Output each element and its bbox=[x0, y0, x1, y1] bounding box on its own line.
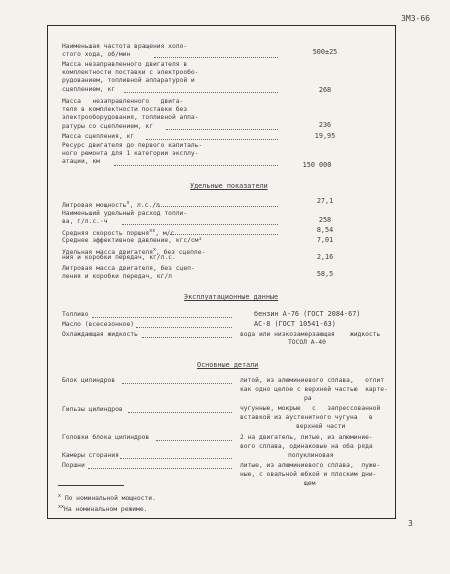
leader-dots bbox=[128, 412, 232, 413]
spec-value: 7,01 bbox=[316, 236, 334, 244]
spec-value: 2 на двигатель, литые, из алюминие- bbox=[240, 434, 373, 441]
footnote-rule bbox=[58, 485, 124, 486]
spec-value: 8,54 bbox=[316, 226, 334, 234]
spec-label-line: Литровая масса двигателя, без сцеп- bbox=[62, 265, 195, 272]
spec-label-line: стого хода, об/мин bbox=[62, 51, 131, 58]
leader-dots bbox=[146, 139, 278, 140]
leader-dots bbox=[156, 440, 232, 441]
spec-value: АС-8 (ГОСТ 10541-63) bbox=[254, 320, 336, 328]
spec-label-line: Масса незаправленного двигателя в bbox=[62, 61, 188, 68]
spec-value: 236 bbox=[318, 121, 332, 129]
spec-value: ные, с овальной юбкой и плоским дни- bbox=[240, 471, 377, 478]
document-code: ЗМЗ-66 bbox=[401, 14, 430, 23]
spec-label-line: Топливо bbox=[62, 311, 89, 318]
spec-label-line: ления и коробки передач, кг/л bbox=[62, 273, 172, 280]
spec-label-line: ния и коробки передач, кг/л.с. bbox=[62, 254, 176, 261]
spec-label-line: сцеплением, кг bbox=[62, 86, 116, 93]
footnote: $^{хх}$На номинальном режиме. bbox=[58, 504, 148, 514]
spec-value: 258 bbox=[318, 216, 332, 224]
spec-value: верхней части bbox=[296, 423, 346, 430]
spec-value: 500±25 bbox=[312, 48, 338, 56]
spec-label-line: Литровая мощность$^х$, л.с./л bbox=[62, 200, 160, 210]
spec-value: щем bbox=[304, 480, 316, 487]
section-title-operational: Эксплуатационные данные bbox=[184, 293, 279, 301]
spec-label-line: Наименьший удельный расход топли- bbox=[62, 210, 188, 217]
leader-dots bbox=[170, 234, 278, 235]
spec-label-line: Камеры сгорания bbox=[62, 452, 119, 459]
spec-label-line: ратуры со сцеплением, кг bbox=[62, 123, 153, 130]
section-title-specific: Удельные показатели bbox=[190, 182, 268, 190]
spec-label-line: Головки блока цилиндров bbox=[62, 434, 150, 441]
spec-label-line: Удельная масса двигателя$^х$, без сцепле- bbox=[62, 247, 206, 257]
spec-value: 268 bbox=[318, 86, 332, 94]
spec-value: как одно целое с верхней частью карте- bbox=[240, 386, 388, 393]
spec-label-line: ного ремонта для 1 категории эксплу- bbox=[62, 150, 199, 157]
spec-value: полуклиновая bbox=[288, 452, 334, 459]
leader-dots bbox=[122, 224, 278, 225]
spec-value: литые, из алюминиевого сплава, луже- bbox=[240, 462, 381, 469]
spec-label-line: Масло (всесезонное) bbox=[62, 321, 135, 328]
spec-label-line: ва, г/л.с.·ч bbox=[62, 218, 108, 225]
spec-label-line: Охлаждающая жидкость bbox=[62, 331, 138, 338]
spec-label-line: рудованием, топливной аппаратурой и bbox=[62, 77, 195, 84]
spec-label-line: Блок цилиндров bbox=[62, 377, 116, 384]
spec-label-line: Поршни bbox=[62, 462, 85, 469]
spec-value: чугунные, мокрые с запрессованной bbox=[240, 405, 381, 412]
spec-label-line: Средняя скорость поршня$^{хх}$, м/с bbox=[62, 228, 175, 238]
spec-label-line: Среднее эффективное давление, кгс/см² bbox=[62, 237, 203, 244]
footnote: $^х$ По номинальной мощности. bbox=[58, 493, 156, 503]
spec-value: бензин А-76 (ГОСТ 2084-67) bbox=[254, 310, 361, 318]
spec-value: 2,16 bbox=[316, 253, 334, 261]
spec-value: 27,1 bbox=[316, 197, 334, 205]
leader-dots bbox=[136, 327, 232, 328]
leader-dots bbox=[142, 337, 232, 338]
page-number: 3 bbox=[408, 519, 413, 528]
spec-value: вставкой из аустенитного чугуна в bbox=[240, 414, 373, 421]
section-title-main-parts: Основные детали bbox=[197, 361, 259, 369]
spec-label-line: Гильзы цилиндров bbox=[62, 406, 123, 413]
spec-label-line: Ресурс двигателя до первого капиталь- bbox=[62, 142, 203, 149]
spec-label-line: Масса сцепления, кг bbox=[62, 133, 135, 140]
spec-value: ра bbox=[304, 395, 312, 402]
spec-label-line: Масса незаправленного двига- bbox=[62, 98, 184, 105]
spec-label-line: атации, км bbox=[62, 158, 100, 165]
leader-dots bbox=[114, 165, 278, 166]
leader-dots bbox=[92, 317, 232, 318]
spec-value: ТОСОЛ А-40 bbox=[288, 339, 326, 346]
leader-dots bbox=[120, 458, 232, 459]
spec-value: вода или низкозамерзающая жидкость bbox=[240, 331, 381, 338]
spec-value: 58,5 bbox=[316, 270, 334, 278]
spec-value: 19,95 bbox=[314, 132, 336, 140]
spec-label-line: комплектности поставки с электрообо- bbox=[62, 69, 199, 76]
spec-label-line: электрооборудования, топливной аппа- bbox=[62, 114, 199, 121]
leader-dots bbox=[158, 206, 278, 207]
spec-value: вого сплава, одинаковые на оба ряда bbox=[240, 443, 373, 450]
leader-dots bbox=[154, 57, 278, 58]
spec-label-line: теля в комплектности поставки без bbox=[62, 106, 188, 113]
leader-dots bbox=[122, 383, 232, 384]
leader-dots bbox=[166, 129, 278, 130]
spec-value: 150 000 bbox=[302, 161, 332, 169]
leader-dots bbox=[124, 92, 278, 93]
spec-label-line: Наименьшая частота вращения холо- bbox=[62, 43, 188, 50]
leader-dots bbox=[88, 468, 232, 469]
spec-value: литой, из алюминиевого сплава, отлит bbox=[240, 377, 385, 384]
